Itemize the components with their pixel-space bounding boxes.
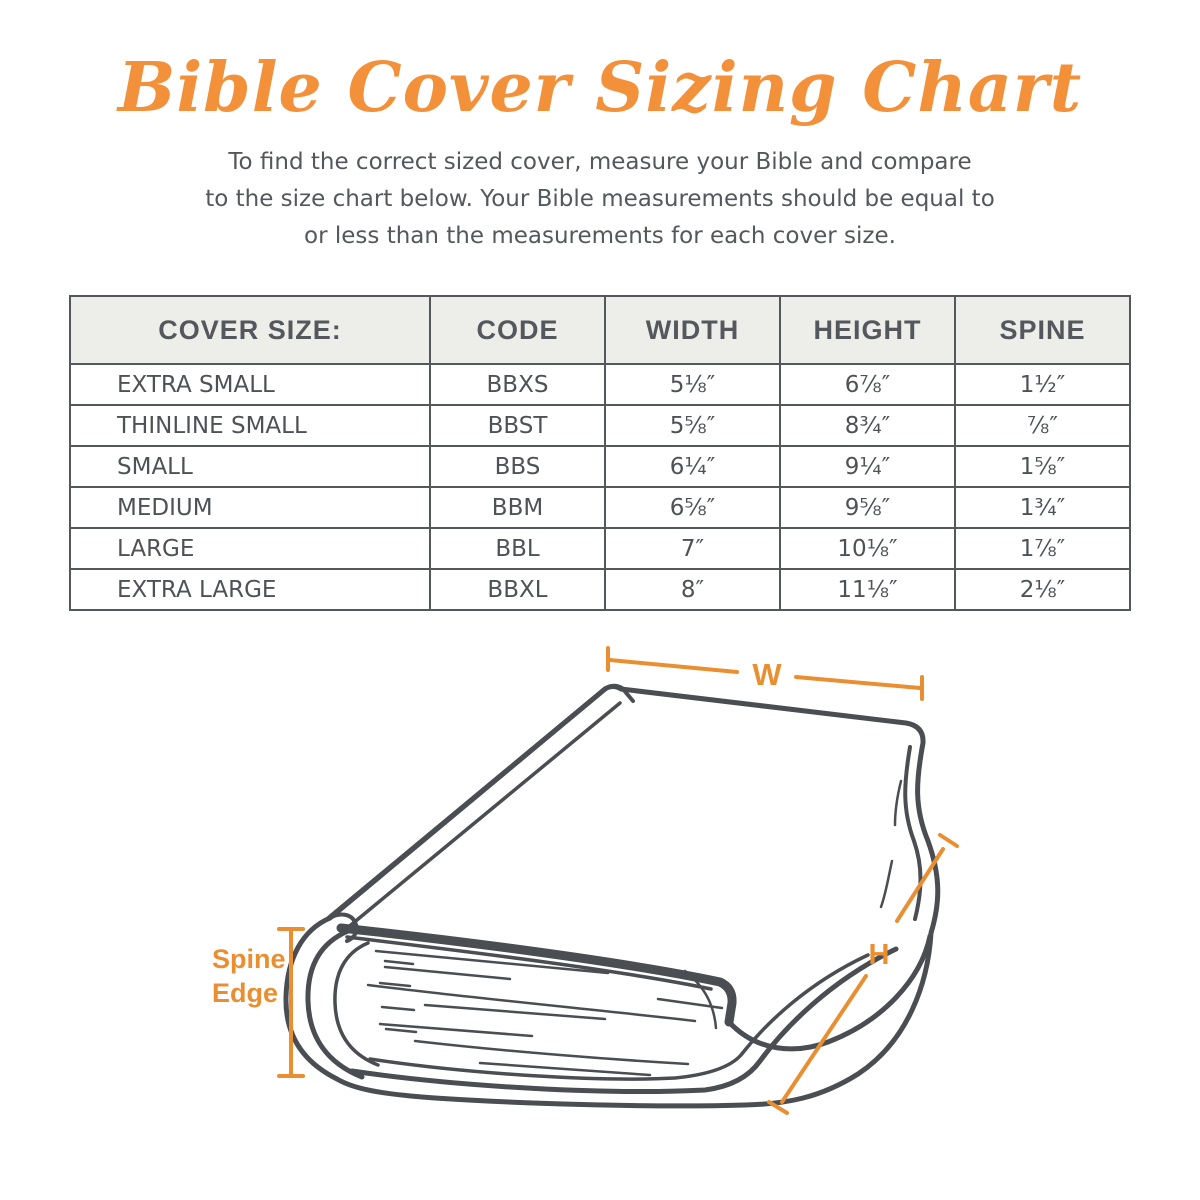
bible-measurement-diagram [0, 631, 1200, 1171]
cell-code: BBM [430, 487, 605, 528]
page-title: Bible Cover Sizing Chart [117, 48, 1083, 128]
cell-width: 6¼″ [605, 446, 780, 487]
col-header-spine: SPINE [955, 296, 1130, 364]
cell-code: BBS [430, 446, 605, 487]
cell-code: BBL [430, 528, 605, 569]
cell-height: 6⅞″ [780, 364, 955, 405]
cell-height: 11⅛″ [780, 569, 955, 610]
cell-spine: ⅞″ [955, 405, 1130, 446]
cell-height: 9¼″ [780, 446, 955, 487]
col-header-cover-size: COVER SIZE: [70, 296, 430, 364]
table-row [70, 569, 1130, 610]
cell-size: SMALL [70, 446, 430, 487]
cell-height: 8¾″ [780, 405, 955, 446]
size-table [69, 295, 1131, 611]
cell-width: 7″ [605, 528, 780, 569]
size-table-body [70, 364, 1130, 610]
intro-line-1: To find the correct sized cover, measure your Bible and compare [228, 149, 972, 175]
width-label: W [752, 657, 782, 692]
spine-edge-label-line2: Edge [212, 978, 279, 1008]
cell-width: 8″ [605, 569, 780, 610]
table-row [70, 446, 1130, 487]
cell-height: 10⅛″ [780, 528, 955, 569]
intro-line-2: to the size chart below. Your Bible measurements should be equal to [205, 186, 995, 212]
cell-width: 5⅛″ [605, 364, 780, 405]
height-tick-top [940, 835, 957, 846]
header-row [70, 296, 1130, 364]
width-segment-left [610, 660, 737, 672]
height-label: H [868, 939, 890, 971]
width-segment-right [796, 677, 920, 688]
spine-edge-label-line1: Spine [212, 944, 286, 974]
cell-code: BBXS [430, 364, 605, 405]
col-header-height: HEIGHT [780, 296, 955, 364]
intro-line-3: or less than the measurements for each cover size. [304, 223, 896, 249]
cell-code: BBXL [430, 569, 605, 610]
bible-line-drawing [180, 631, 980, 1171]
cell-width: 6⅝″ [605, 487, 780, 528]
table-row [70, 405, 1130, 446]
intro-text [0, 144, 1200, 255]
table-row [70, 487, 1130, 528]
cell-size: EXTRA LARGE [70, 569, 430, 610]
cell-spine: 1⅞″ [955, 528, 1130, 569]
cell-spine: 1½″ [955, 364, 1130, 405]
cell-size: MEDIUM [70, 487, 430, 528]
cell-spine: 1⅝″ [955, 446, 1130, 487]
cell-spine: 1¾″ [955, 487, 1130, 528]
cell-spine: 2⅛″ [955, 569, 1130, 610]
book-illustration [286, 686, 938, 1106]
cell-size: LARGE [70, 528, 430, 569]
cell-size: EXTRA SMALL [70, 364, 430, 405]
col-header-width: WIDTH [605, 296, 780, 364]
cell-size: THINLINE SMALL [70, 405, 430, 446]
cell-code: BBST [430, 405, 605, 446]
table-row [70, 364, 1130, 405]
size-table-header [70, 296, 1130, 364]
col-header-code: CODE [430, 296, 605, 364]
cell-height: 9⅝″ [780, 487, 955, 528]
cell-width: 5⅝″ [605, 405, 780, 446]
table-row [70, 528, 1130, 569]
